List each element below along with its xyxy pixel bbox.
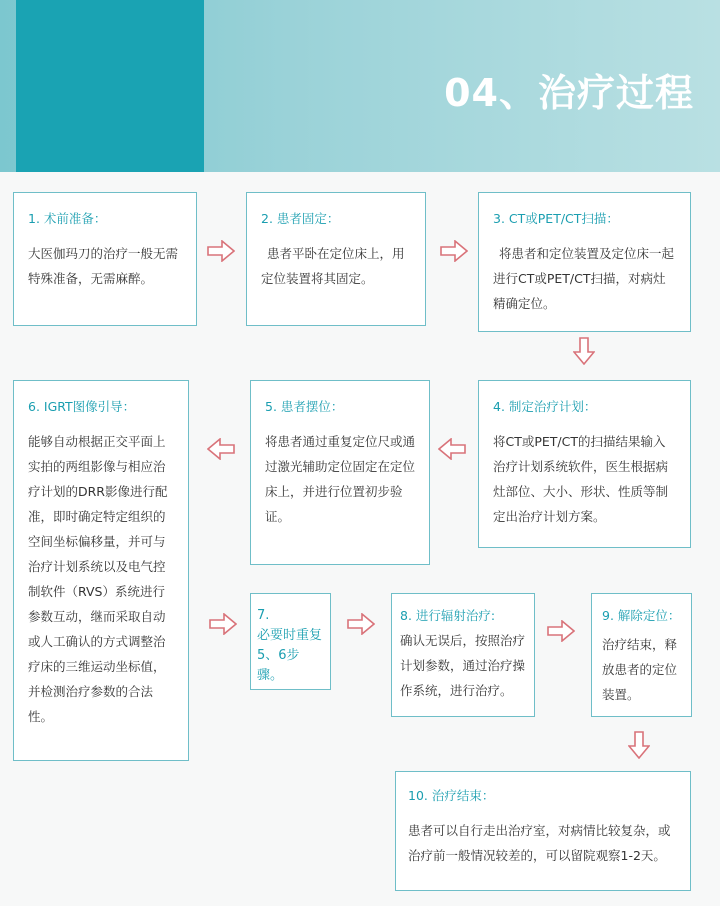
step-box-10 (395, 771, 691, 891)
step-heading: 5. 患者摆位： (265, 399, 344, 414)
step-body: 患者平卧在定位床上，用定位装置将其固定。 (261, 246, 405, 287)
step-heading: 10. 治疗结束： (408, 788, 495, 803)
step-box-3 (478, 192, 691, 332)
step-box-4 (478, 380, 691, 548)
step-box-5 (250, 380, 430, 565)
step-heading-line: 5、6步骤。 (257, 648, 300, 683)
step-body: 治疗结束，释放患者的定位装置。 (602, 637, 678, 703)
step-heading: 6. IGRT图像引导： (28, 399, 136, 414)
step-body: 将患者通过重复定位尺或通过激光辅助定位固定在定位床上，并进行位置初步验证。 (265, 434, 416, 525)
step-heading-number: 7. (257, 608, 270, 623)
arrow-right-icon (547, 620, 575, 642)
arrow-right-icon (347, 613, 375, 635)
step-box-2 (246, 192, 426, 326)
arrow-right-icon (440, 240, 468, 262)
step-body: 能够自动根据正交平面上实拍的两组影像与相应治疗计划的DRR影像进行配准，即时确定特定组织的空间坐标偏移量，并可与治疗计划系统以及电气控制软件（RVS）系统进行参数互动，继而采取自动或人工确认的方式调整治疗床的三维运动坐标值，并检测治疗参数的合法性。 (28, 434, 168, 725)
step-box-6 (13, 380, 189, 761)
step-body: 将CT或PET/CT的扫描结果输入治疗计划系统软件，医生根据病灶部位、大小、形状、性质等制定出治疗计划方案。 (493, 434, 669, 525)
step-heading: 1. 术前准备： (28, 211, 107, 226)
step-heading: 3. CT或PET/CT扫描： (493, 211, 619, 226)
step-box-7 (250, 593, 331, 690)
step-heading: 9. 解除定位： (602, 608, 681, 623)
arrow-left-icon (438, 438, 466, 460)
arrow-down-icon (628, 731, 650, 759)
arrow-right-icon (207, 240, 235, 262)
accent-block (16, 0, 204, 172)
step-box-9 (591, 593, 692, 717)
arrow-down-icon (573, 337, 595, 365)
arrow-left-icon (207, 438, 235, 460)
step-body: 大医伽玛刀的治疗一般无需特殊准备，无需麻醉。 (28, 246, 179, 287)
step-box-1 (13, 192, 197, 326)
step-box-8 (391, 593, 535, 717)
step-body: 确认无误后，按照治疗计划参数，通过治疗操作系统，进行治疗。 (400, 633, 526, 699)
arrow-right-icon (209, 613, 237, 635)
step-heading: 4. 制定治疗计划： (493, 399, 597, 414)
step-body: 患者可以自行走出治疗室，对病情比较复杂，或治疗前一般情况较差的，可以留院观察1-2天。 (408, 823, 671, 864)
step-heading: 8. 进行辐射治疗: (400, 608, 496, 623)
step-body: 将患者和定位装置及定位床一起进行CT或PET/CT扫描，对病灶精确定位。 (493, 246, 675, 312)
step-heading: 2. 患者固定： (261, 211, 340, 226)
page-title: 04、治疗过程 (444, 71, 694, 115)
header-banner (0, 0, 720, 172)
step-heading-line: 必要时重复 (257, 628, 323, 643)
